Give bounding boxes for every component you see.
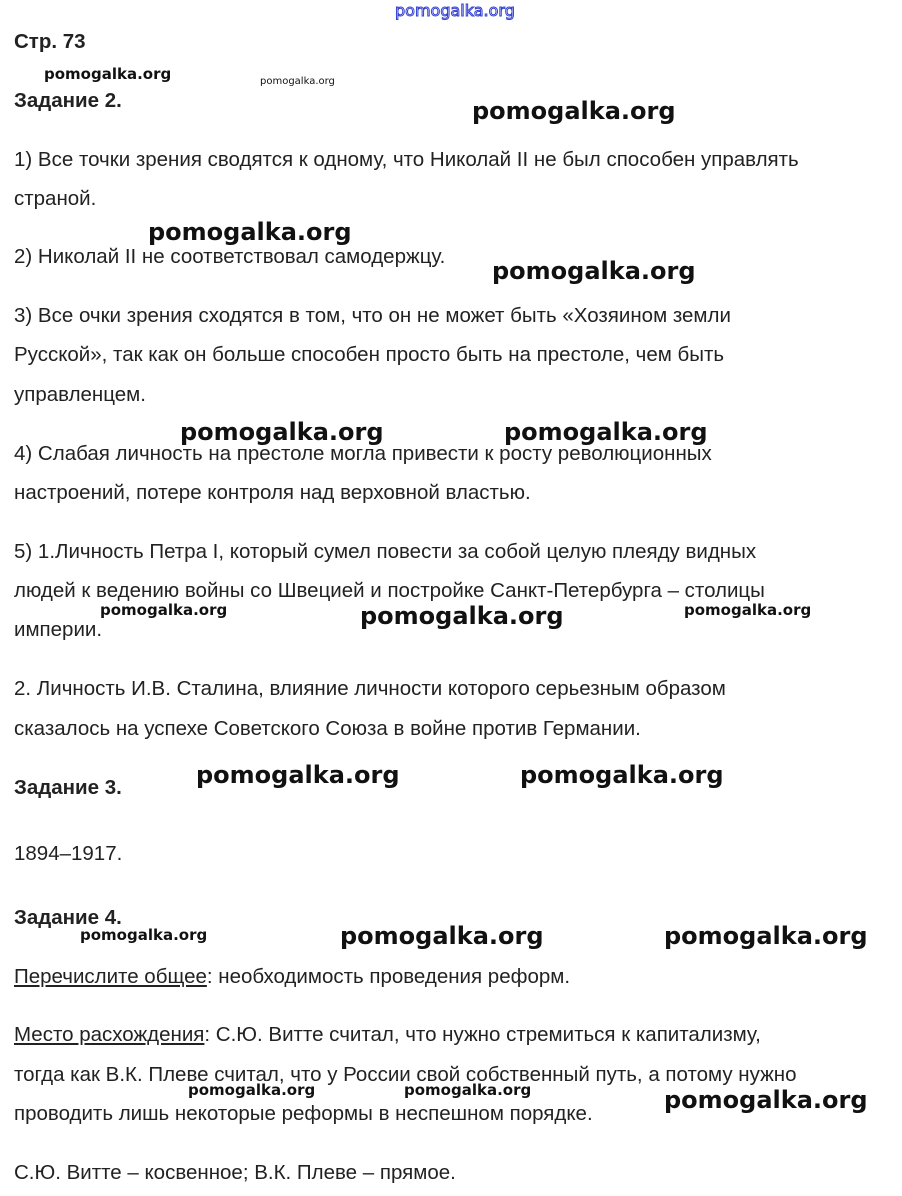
text-line: 4) Слабая личность на престоле могла привести к росту революционных [14, 442, 712, 465]
text-line: людей к ведению войны со Швецией и постройке Санкт-Петербурга – столицы [14, 579, 765, 602]
text-line: Русской», так как он больше способен просто быть на престоле, чем быть [14, 343, 725, 366]
text-line: тогда как В.К. Плеве считал, что у России свой собственный путь, а потому нужно [14, 1063, 797, 1086]
text-line: управленцем. [14, 383, 146, 406]
watermark: pomogalka.org [664, 922, 868, 950]
text-line: 2) Николай II не соответствовал самодержцу. [14, 245, 446, 268]
text-line: 2. Личность И.В. Сталина, влияние личности которого серьезным образом [14, 677, 726, 700]
watermark: pomogalka.org [520, 761, 724, 789]
watermark: pomogalka.org [340, 922, 544, 950]
common-line [14, 965, 570, 989]
watermark: pomogalka.org [196, 761, 400, 789]
text-line: настроений, потере контроля над верховной властью. [14, 481, 531, 504]
task3-answer: 1894–1917. [14, 842, 123, 865]
watermark: pomogalka.org [684, 601, 812, 619]
text-line: проводить лишь некоторые реформы в неспешном порядке. [14, 1102, 593, 1125]
text-line: сказалось на успехе Советского Союза в войне против Германии. [14, 717, 641, 740]
watermark: pomogalka.org [100, 601, 228, 619]
watermark: pomogalka.org [395, 1, 515, 20]
watermark: pomogalka.org [80, 926, 208, 944]
watermark: pomogalka.org [492, 257, 696, 285]
text-line: страной. [14, 187, 97, 210]
text-line: 5) 1.Личность Петра I, который сумел повести за собой целую плеяду видных [14, 540, 757, 563]
watermark: pomogalka.org [148, 218, 352, 246]
watermark: pomogalka.org [504, 418, 708, 446]
watermark: pomogalka.org [188, 1081, 316, 1099]
diff-label: Место расхождения [14, 1023, 205, 1046]
page-label: Стр. 73 [14, 30, 86, 53]
task4-title: Задание 4. [14, 906, 122, 929]
watermark: pomogalka.org [664, 1086, 868, 1114]
task2-title: Задание 2. [14, 89, 122, 112]
text-line: империи. [14, 618, 103, 641]
text-line: 1) Все точки зрения сводятся к одному, что Николай II не был способен управлять [14, 148, 799, 171]
watermark: pomogalka.org [360, 602, 564, 630]
task3-title: Задание 3. [14, 776, 122, 799]
watermark: pomogalka.org [404, 1081, 532, 1099]
common-label: Перечислите общее [14, 965, 207, 988]
common-text: : необходимость проведения реформ. [206, 965, 571, 988]
watermark: pomogalka.org [180, 418, 384, 446]
watermark: pomogalka.org [260, 76, 335, 87]
diff-text: : С.Ю. Витте считал, что нужно стремиться к капитализму, [204, 1023, 761, 1046]
diff-line [14, 1023, 761, 1047]
watermark: pomogalka.org [44, 65, 172, 83]
watermark: pomogalka.org [472, 97, 676, 125]
text-line: С.Ю. Витте – косвенное; В.К. Плеве – прямое. [14, 1161, 456, 1184]
text-line: 3) Все очки зрения сходятся в том, что он не может быть «Хозяином земли [14, 304, 731, 327]
